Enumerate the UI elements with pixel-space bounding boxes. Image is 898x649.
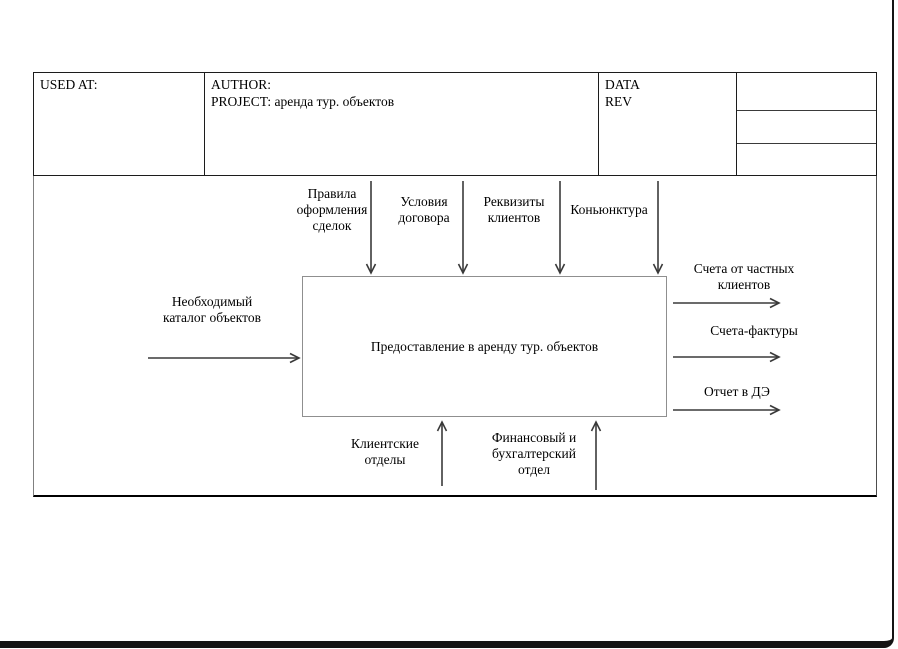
output-label-otchet-de: Отчет в ДЭ	[704, 384, 770, 399]
mechanism-label-finansovyj: Финансовый и бухгалтерский отдел	[491, 430, 577, 477]
revision-row-1	[737, 73, 876, 110]
control-label-rekvizity: Реквизиты клиентов	[483, 194, 545, 225]
revision-row-3	[737, 143, 876, 175]
control-label-pravila: Правила оформления сделок	[296, 186, 368, 233]
control-label-usloviya: Условия договора	[398, 194, 450, 225]
project-label: PROJECT: аренда тур. объектов	[211, 94, 395, 109]
header-table	[33, 72, 877, 176]
used-at-cell	[34, 73, 204, 175]
control-label-konyunktura: Коньюнктура	[570, 202, 648, 217]
mechanism-label-klientskie: Клиентские отделы	[350, 436, 419, 467]
used-at-label: USED AT:	[40, 77, 98, 92]
data-label: DATA	[605, 77, 640, 92]
author-label: AUTHOR:	[211, 77, 271, 92]
revision-rows-cell	[736, 73, 876, 175]
author-project-cell	[204, 73, 598, 175]
activity-box[interactable]	[302, 276, 667, 417]
activity-box-label: Предоставление в аренду тур. объектов	[370, 338, 599, 354]
revision-row-2	[737, 110, 876, 143]
output-label-scheta-chastnye: Счета от частных клиентов	[693, 261, 795, 292]
input-label-katalog: Необходимый каталог объектов	[162, 294, 262, 325]
data-rev-cell	[598, 73, 736, 175]
rev-label: REV	[605, 94, 632, 109]
output-label-scheta-faktury: Счета-фактуры	[710, 323, 798, 338]
